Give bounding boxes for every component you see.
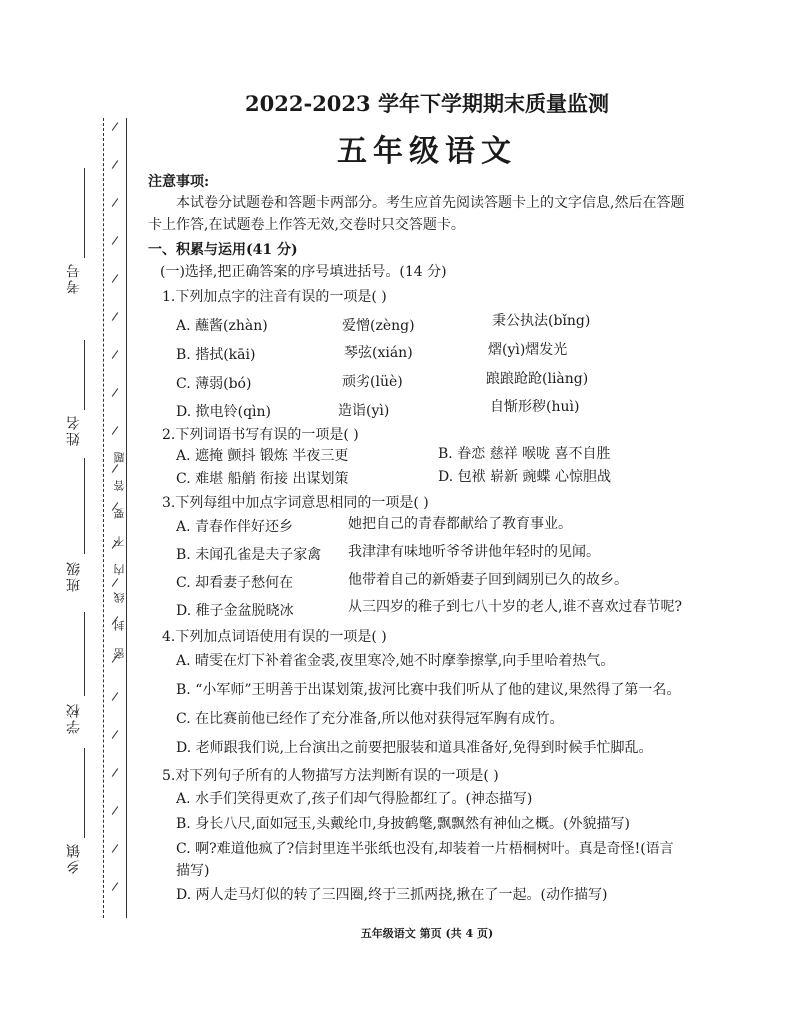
option-cell: 我津津有味地听爷爷讲他年轻时的见闻。	[348, 544, 600, 560]
exam-title: 2022-2023 学年下学期期末质量监测	[245, 91, 609, 116]
notice-heading: 注意事项:	[148, 174, 210, 190]
option-cell: D. 包袱 崭新 豌蝶 心惊胆战	[438, 469, 611, 485]
hatch-mark	[112, 730, 119, 739]
option-cell: C. 却看妻子愁何在	[176, 575, 294, 591]
seal-char: 内	[113, 564, 126, 575]
hatch-mark	[112, 578, 119, 587]
option-cell: C. 难堪 船艄 衔接 出谋划策	[176, 471, 349, 487]
hatch-mark	[112, 388, 119, 397]
option-line: C. 啊?难道他疯了?信封里连半张纸也没有,却装着一片梧桐树叶。真是奇怪!(语言	[176, 841, 674, 857]
option-cell: B. 眷恋 慈祥 喉咙 喜不自胜	[438, 446, 611, 462]
seal-char: 要	[113, 508, 126, 519]
hatch-mark	[112, 844, 119, 853]
option-line: B. 身长八尺,面如冠玉,头戴纶巾,身披鹤氅,飘飘然有神仙之概。(外貌描写)	[176, 816, 630, 832]
option-cell: D. 稚子金盆脱晓冰	[176, 603, 294, 619]
side-label-xingming: 姓名	[66, 414, 82, 446]
seal-char: 题	[113, 452, 126, 463]
xuexiao-blank	[84, 612, 85, 696]
seal-char: 答	[113, 480, 126, 491]
xingming-blank	[84, 340, 85, 410]
section-title: 一、积累与运用(41 分)	[148, 242, 298, 258]
option-cell: A. 青春作伴好还乡	[176, 519, 294, 535]
hatch-mark	[112, 882, 119, 891]
question-stem: 2.下列词语书写有误的一项是( )	[162, 427, 359, 443]
option-cell: 自惭形秽(huì)	[490, 399, 580, 415]
kaohao-blank	[84, 168, 85, 258]
side-label-xuexiao: 学校	[66, 702, 82, 734]
banji-blank	[84, 458, 85, 554]
option-line: A. 晴雯在灯下补着雀金裘,夜里寒冷,她不时摩拳擦掌,向手里哈着热气。	[176, 653, 615, 669]
question-stem: 3.下列每组中加点字词意思相同的一项是( )	[162, 495, 429, 511]
side-label-xiangzhen: 乡镇	[66, 842, 82, 874]
hatch-mark	[112, 312, 119, 321]
option-cell: 造诣(yì)	[338, 403, 390, 419]
option-cell: A. 遮掩 颤抖 锻炼 半夜三更	[176, 448, 349, 464]
option-cell: 顽劣(lüè)	[342, 374, 403, 390]
question-stem: 4.下列加点词语使用有误的一项是( )	[162, 629, 387, 645]
option-cell: 从三四岁的稚子到七八十岁的老人,谁不喜欢过春节呢?	[348, 599, 682, 615]
hatch-mark	[112, 274, 119, 283]
option-line: D. 老师跟我们说,上台演出之前要把服装和道具准备好,免得到时候手忙脚乱。	[176, 740, 653, 756]
question-stem: 1.下列加点字的注音有误的一项是( )	[162, 289, 387, 305]
notice-line: 本试卷分试题卷和答题卡两部分。考生应首先阅读答题卡上的文字信息,然后在答题	[176, 195, 685, 211]
option-cell: 琴弦(xián)	[344, 345, 413, 361]
option-cell: 爱憎(zèng)	[342, 318, 415, 334]
notice-line: 卡上作答,在试题卷上作答无效,交卷时只交答题卡。	[148, 217, 465, 233]
option-cell: 秉公执法(bǐng)	[492, 313, 591, 329]
option-cell: 踉踉跄跄(liàng)	[486, 371, 589, 387]
xiangzhen-blank	[84, 748, 85, 838]
side-label-kaohao: 考号	[66, 262, 82, 294]
option-cell: D. 揿电铃(qìn)	[176, 404, 272, 420]
hatch-mark	[112, 464, 119, 473]
option-cell: B. 未闻孔雀是夫子家禽	[176, 547, 322, 563]
option-line: B. “小军师”王明善于出谋划策,拔河比赛中我们听从了他的建议,果然得了第一名。	[176, 682, 681, 698]
option-cell: A. 蘸酱(zhàn)	[176, 318, 268, 334]
seal-char: 封	[113, 620, 126, 631]
hatch-mark	[112, 426, 119, 435]
option-line: 描写)	[176, 863, 210, 879]
option-cell: 她把自己的青春都献给了教育事业。	[348, 516, 572, 532]
side-label-banji: 班级	[66, 560, 82, 592]
seal-char: 密	[113, 648, 126, 659]
hatch-mark	[112, 692, 119, 701]
hatch-mark	[112, 806, 119, 815]
option-line: A. 水手们笑得更欢了,孩子们却气得脸都红了。(神态描写)	[176, 791, 533, 807]
hatch-mark	[112, 768, 119, 777]
option-cell: 熠(yì)熠发光	[488, 342, 568, 358]
subsection-title: (一)选择,把正确答案的序号填进括号。(14 分)	[160, 264, 447, 280]
hatch-mark	[112, 236, 119, 245]
hatch-mark	[112, 350, 119, 359]
option-cell: 他带着自己的新婚妻子回到阔别已久的故乡。	[348, 572, 628, 588]
exam-subject: 五年级语文	[337, 134, 517, 169]
hatch-mark	[112, 198, 119, 207]
option-cell: C. 薄弱(bó)	[176, 376, 252, 392]
option-line: D. 两人走马灯似的转了三四圈,终于三抓两挠,揪在了一起。(动作描写)	[176, 887, 608, 903]
question-stem: 5.对下列句子所有的人物描写方法判断有误的一项是( )	[162, 768, 499, 784]
seal-char: 线	[113, 592, 126, 603]
seal-char: 不	[113, 536, 126, 547]
option-cell: B. 揩拭(kāi)	[176, 347, 256, 363]
page-footer: 五年级语文 第页 (共 4 页)	[360, 927, 494, 940]
option-line: C. 在比赛前他已经作了充分准备,所以他对获得冠军胸有成竹。	[176, 711, 564, 727]
